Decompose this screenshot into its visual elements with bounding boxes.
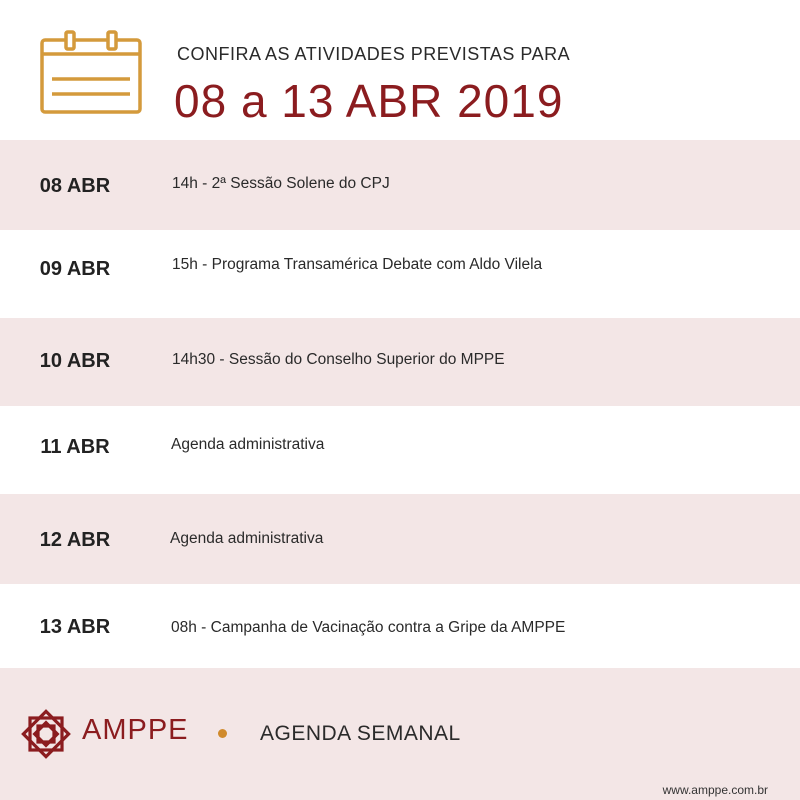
schedule-row: [0, 406, 800, 494]
website-link[interactable]: www.amppe.com.br: [662, 783, 768, 797]
schedule-day: 09 ABR: [39, 258, 111, 280]
schedule-row: [0, 494, 800, 584]
schedule-event: Agenda administrativa: [170, 530, 324, 547]
calendar-icon: [38, 30, 144, 116]
header: [0, 0, 800, 140]
schedule-row: [0, 318, 800, 406]
schedule-day: 12 ABR: [39, 529, 111, 551]
logo-text: AMPPE: [82, 714, 189, 746]
schedule-event: Agenda administrativa: [171, 436, 325, 453]
separator-bullet: [218, 729, 227, 738]
schedule-event: 14h30 - Sessão do Conselho Superior do MPPE: [172, 351, 505, 368]
schedule-event: 14h - 2ª Sessão Solene do CPJ: [172, 175, 390, 192]
octagram-logo-icon: [18, 706, 74, 762]
schedule-day: 13 ABR: [39, 616, 111, 638]
schedule-row: [0, 140, 800, 230]
agenda-label: AGENDA SEMANAL: [260, 722, 461, 745]
header-subtitle: CONFIRA AS ATIVIDADES PREVISTAS PARA: [177, 44, 571, 64]
schedule-day: 08 ABR: [39, 175, 111, 197]
schedule-day: 10 ABR: [39, 350, 111, 372]
schedule-row: [0, 584, 800, 668]
schedule-event: 15h - Programa Transamérica Debate com Aldo Vilela: [172, 256, 543, 273]
schedule-day: 11 ABR: [40, 436, 110, 458]
date-range-title: 08 a 13 ABR 2019: [174, 75, 564, 127]
schedule-row: [0, 230, 800, 318]
schedule-event: 08h - Campanha de Vacinação contra a Gripe da AMPPE: [171, 619, 566, 636]
